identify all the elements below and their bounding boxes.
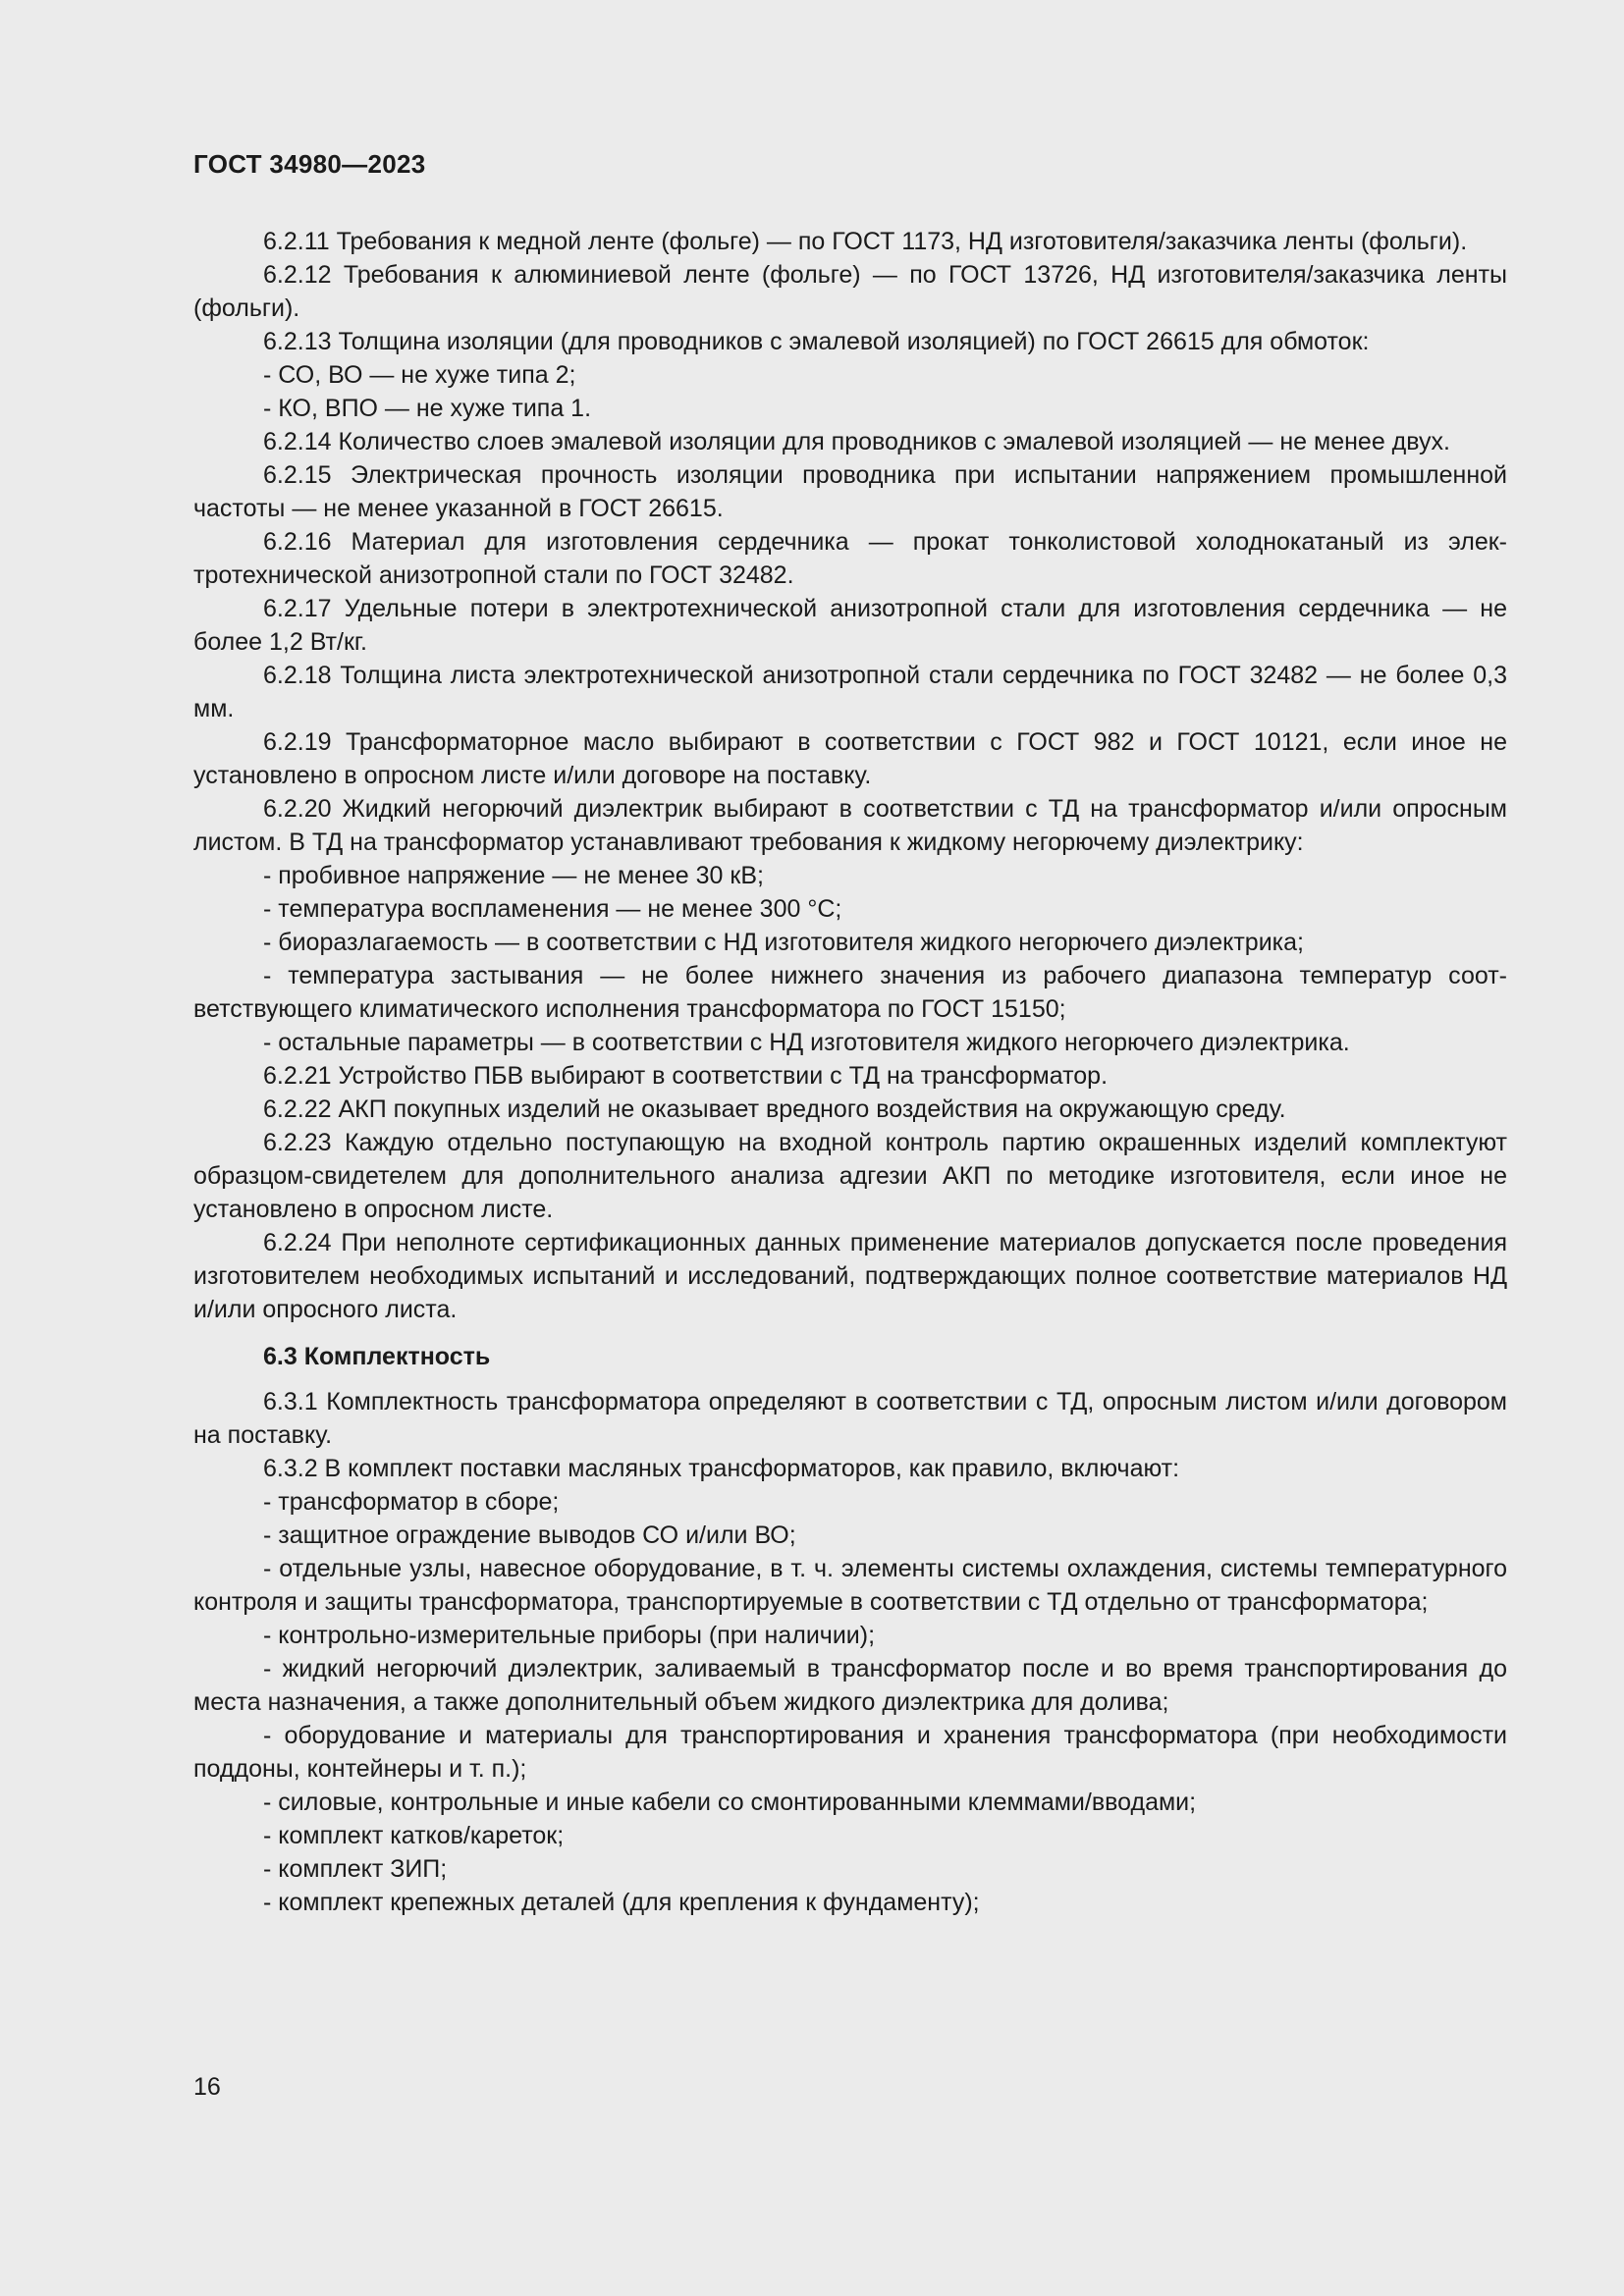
list-item: - жидкий негорючий диэлектрик, заливаемый в трансформатор после и во время транспортирования до места назначения, а также дополнительный объем жидкого диэлектрика для долива; [193,1655,1507,1716]
document-header: ГОСТ 34980—2023 [193,149,426,179]
paragraph: 6.2.11 Требования к медной ленте (фольге) — по ГОСТ 1173, НД изготовителя/заказчика ленты (фольги). [263,228,1468,255]
paragraph: 6.2.20 Жидкий негорючий диэлектрик выбирают в соответствии с ТД на трансформатор и/или опросным листом. В ТД на трансформатор устанавливают требования к жидкому негорючему диэлектрику: [193,795,1507,856]
paragraph: 6.2.12 Требования к алюминиевой ленте (фольге) — по ГОСТ 13726, НД изготовителя/заказчика ленты (фольги). [193,261,1507,322]
paragraph: 6.2.24 При неполноте сертификационных данных применение материалов допускается после проведения изготовителем необходимых испытаний и исследований, подтверждающих полное соответствие материалов НД и/или опросного листа. [193,1229,1507,1323]
paragraph: 6.2.15 Электрическая прочность изоляции проводника при испытании напряжением промышленной частоты — не менее указанной в ГОСТ 26615. [193,461,1507,522]
paragraph: 6.3.1 Комплектность трансформатора определяют в соответствии с ТД, опросным листом и/или договором на поставку. [193,1388,1507,1449]
paragraph: 6.2.19 Трансформаторное масло выбирают в соответствии с ГОСТ 982 и ГОСТ 10121, если иное не установлено в опросном листе и/или договоре на поставку. [193,728,1507,789]
document-body [193,225,1507,1919]
paragraph: 6.2.16 Материал для изготовления сердечника — прокат тонколистовой холоднокатаный из электротехнической анизотропной стали по ГОСТ 32482. [193,528,1507,589]
list-item: - КО, ВПО — не хуже типа 1. [263,395,592,422]
paragraph: 6.2.18 Толщина листа электротехнической анизотропной стали сердечника по ГОСТ 32482 — не более 0,3 мм. [193,662,1507,722]
list-item: - СО, ВО — не хуже типа 2; [263,361,576,389]
paragraph: 6.2.22 АКП покупных изделий не оказывает вредного воздействия на окружающую среду. [263,1095,1286,1123]
list-item: - защитное ограждение выводов СО и/или ВО; [263,1522,796,1549]
paragraph: 6.2.21 Устройство ПБВ выбирают в соответствии с ТД на трансформатор. [263,1062,1109,1090]
paragraph: 6.2.23 Каждую отдельно поступающую на входной контроль партию окрашенных изделий комплектуют образцом-свидетелем для дополнительного анализа адгезии АКП по методике изготовителя, если иное не установлено в опросном листе. [193,1129,1507,1223]
list-item: - комплект ЗИП; [263,1855,448,1883]
paragraph: 6.2.13 Толщина изоляции (для проводников с эмалевой изоляцией) по ГОСТ 26615 для обмоток: [263,328,1370,355]
list-item: - комплект катков/кареток; [263,1822,565,1849]
paragraph: 6.2.17 Удельные потери в электротехнической анизотропной стали для изготовления сердечника — не более 1,2 Вт/кг. [193,595,1507,656]
page-number: 16 [193,2073,221,2101]
list-item: - температура застывания — не более нижнего значения из рабочего диапазона температур соответствующего климатического исполнения трансформатора по ГОСТ 15150; [193,962,1507,1023]
section-heading: 6.3 Комплектность [263,1343,491,1370]
list-item: - комплект крепежных деталей (для крепления к фундаменту); [263,1889,980,1916]
list-item: - трансформатор в сборе; [263,1488,560,1516]
list-item: - температура воспламенения — не менее 300 °С; [263,895,842,923]
paragraph: 6.2.14 Количество слоев эмалевой изоляции для проводников с эмалевой изоляцией — не менее двух. [263,428,1450,455]
list-item: - пробивное напряжение — не менее 30 кВ; [263,862,764,889]
list-item: - отдельные узлы, навесное оборудование, в т. ч. элементы системы охлаждения, системы температурного контроля и защиты трансформатора, транспортируемые в соответствии с ТД отдельно от трансформатора; [193,1555,1507,1616]
list-item: - остальные параметры — в соответствии с НД изготовителя жидкого негорючего диэлектрика. [263,1029,1350,1056]
list-item: - биоразлагаемость — в соответствии с НД изготовителя жидкого негорючего диэлектрика; [263,929,1304,956]
list-item: - контрольно-измерительные приборы (при наличии); [263,1622,876,1649]
list-item: - силовые, контрольные и иные кабели со смонтированными клеммами/вводами; [263,1789,1197,1816]
list-item: - оборудование и материалы для транспортирования и хранения трансформатора (при необходимости поддоны, контейнеры и т. п.); [193,1722,1507,1783]
paragraph: 6.3.2 В комплект поставки масляных трансформаторов, как правило, включают: [263,1455,1180,1482]
